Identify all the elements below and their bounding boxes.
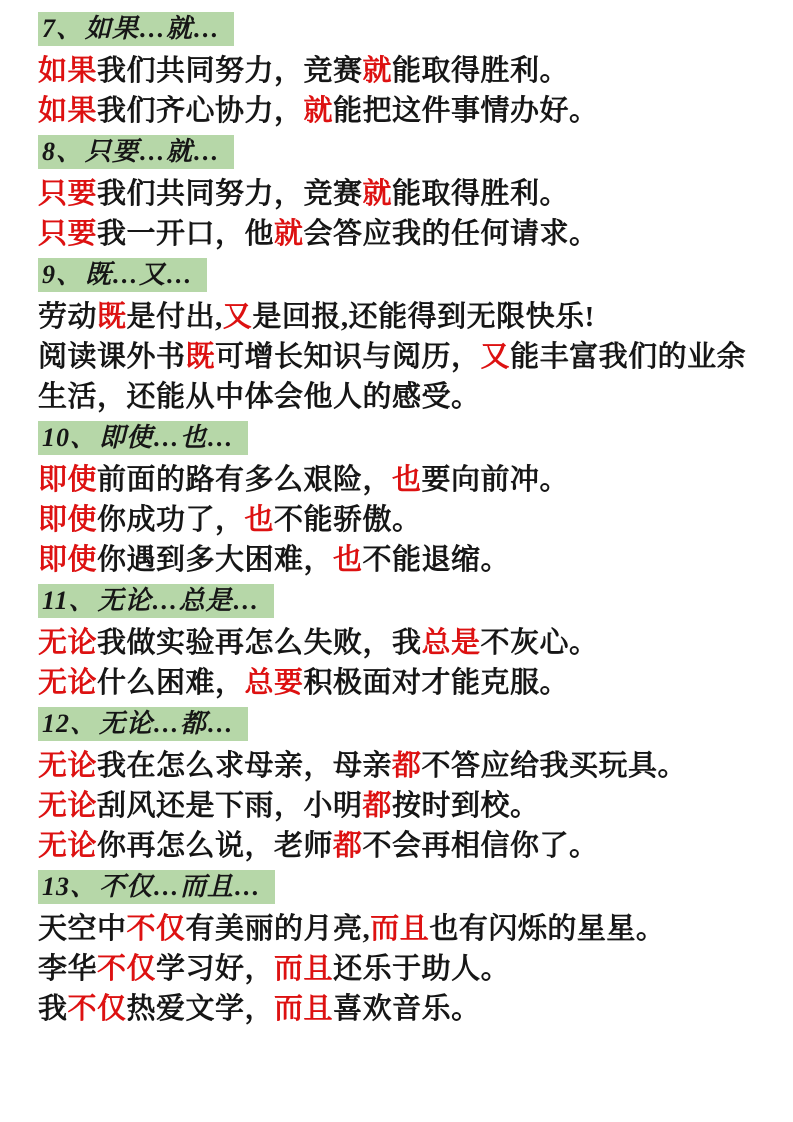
section-number: 12、: [42, 709, 98, 738]
sentence-text: 我们共同努力，竞赛: [97, 178, 363, 210]
conjunction-highlight: 无论: [38, 667, 98, 699]
section-header: [38, 707, 248, 741]
conjunction-highlight: 即使: [38, 464, 98, 496]
section-header: [38, 135, 234, 169]
section-header: [38, 870, 275, 904]
conjunction-highlight: 而且: [370, 913, 430, 945]
sentence-text: 热爱文学，: [126, 993, 275, 1025]
sentence-text: 也有闪烁的星星。: [429, 913, 666, 945]
example-sentence: [38, 989, 768, 1029]
sentence-text: 我: [38, 993, 68, 1025]
sentence-text: 劳动: [38, 301, 98, 333]
conjunction-highlight: 就: [362, 178, 393, 210]
sentence-text: 可增长知识与阅历，: [215, 341, 481, 373]
conjunction-highlight: 总是: [421, 627, 481, 659]
sentence-text: 我做实验再怎么失败，我: [97, 627, 422, 659]
section-title: 如果…就…: [85, 14, 221, 43]
conjunction-section: [38, 135, 768, 254]
conjunction-highlight: 如果: [38, 95, 98, 127]
conjunction-highlight: 无论: [38, 627, 98, 659]
sentence-text: 还乐于助人。: [333, 953, 511, 985]
conjunction-highlight: 都: [362, 790, 393, 822]
sentence-text: 能取得胜利。: [392, 55, 570, 87]
section-title: 只要…就…: [85, 137, 221, 166]
sentence-text: 不灰心。: [480, 627, 599, 659]
sentence-text: 不能退缩。: [362, 544, 511, 576]
conjunction-highlight: 即使: [38, 544, 98, 576]
sentence-text: 不会再相信你了。: [362, 830, 599, 862]
section-title: 不仅…而且…: [99, 872, 262, 901]
section-number: 10、: [42, 423, 98, 452]
sentence-text: 有美丽的月亮,: [185, 913, 371, 945]
conjunction-highlight: 就: [362, 55, 393, 87]
conjunction-section: [38, 12, 768, 131]
section-number: 8、: [42, 137, 84, 166]
example-sentence: [38, 91, 768, 131]
section-title: 既…又…: [85, 260, 194, 289]
example-sentence: [38, 746, 768, 786]
sentence-text: 你成功了，: [97, 504, 245, 536]
section-number: 7、: [42, 14, 84, 43]
conjunction-highlight: 就: [303, 95, 334, 127]
sections-container: [38, 12, 768, 1029]
sentence-text: 我在怎么求母亲，母亲: [97, 750, 393, 782]
sentence-text: 要向前冲。: [421, 464, 570, 496]
conjunction-highlight: 都: [333, 830, 363, 862]
sentence-text: 会答应我的任何请求。: [303, 218, 599, 250]
example-sentence: [38, 540, 768, 580]
example-sentence: [38, 174, 768, 214]
example-sentence: [38, 786, 768, 826]
sentence-text: 不能骄傲。: [274, 504, 422, 536]
section-number: 9、: [42, 260, 84, 289]
sentence-text: 按时到校。: [392, 790, 540, 822]
conjunction-highlight: 又: [222, 301, 253, 333]
conjunction-highlight: 只要: [38, 218, 98, 250]
conjunction-highlight: 也: [244, 504, 275, 536]
conjunction-section: [38, 707, 768, 866]
example-sentence: [38, 826, 768, 866]
sentence-text: 前面的路有多么艰险，: [97, 464, 393, 496]
sentence-text: 学习好，: [156, 953, 275, 985]
conjunction-highlight: 如果: [38, 55, 98, 87]
conjunction-highlight: 而且: [274, 953, 334, 985]
conjunction-highlight: 无论: [38, 790, 98, 822]
conjunction-highlight: 总要: [244, 667, 304, 699]
conjunction-highlight: 既: [185, 341, 216, 373]
sentence-text: 能丰富我们的业余生活，还能从中体会他人的感受。: [38, 341, 747, 413]
conjunction-highlight: 不仅: [97, 953, 157, 985]
sentence-text: 不答应给我买玩具。: [421, 750, 688, 782]
example-sentence: [38, 663, 768, 703]
conjunction-highlight: 既: [97, 301, 127, 333]
section-number: 13、: [42, 872, 98, 901]
example-sentence: [38, 337, 768, 417]
example-sentence: [38, 909, 768, 949]
sentence-text: 能把这件事情办好。: [333, 95, 599, 127]
conjunction-highlight: 也: [392, 464, 422, 496]
conjunction-highlight: 只要: [38, 178, 98, 210]
conjunction-highlight: 不仅: [126, 913, 186, 945]
conjunction-highlight: 又: [480, 341, 511, 373]
sentence-text: 我们共同努力，竞赛: [97, 55, 363, 87]
sentence-text: 李华: [38, 953, 98, 985]
conjunction-highlight: 而且: [274, 993, 334, 1025]
conjunction-highlight: 不仅: [67, 993, 127, 1025]
sentence-text: 刮风还是下雨，小明: [97, 790, 363, 822]
sentence-text: 阅读课外书: [38, 341, 186, 373]
section-header: [38, 12, 234, 46]
section-header: [38, 584, 274, 618]
section-header: [38, 421, 248, 455]
section-title: 即使…也…: [99, 423, 235, 452]
example-sentence: [38, 297, 768, 337]
section-number: 11、: [42, 586, 96, 615]
conjunction-highlight: 即使: [38, 504, 98, 536]
conjunction-highlight: 无论: [38, 750, 98, 782]
sentence-text: 是付出,: [126, 301, 223, 333]
sentence-text: 你遇到多大困难，: [97, 544, 334, 576]
example-sentence: [38, 500, 768, 540]
conjunction-section: [38, 870, 768, 1029]
conjunction-section: [38, 421, 768, 580]
conjunction-highlight: 也: [333, 544, 363, 576]
conjunction-highlight: 都: [392, 750, 422, 782]
sentence-text: 你再怎么说，老师: [97, 830, 334, 862]
sentence-text: 我们齐心协力，: [97, 95, 304, 127]
example-sentence: [38, 214, 768, 254]
example-sentence: [38, 460, 768, 500]
conjunction-highlight: 就: [274, 218, 304, 250]
sentence-text: 能取得胜利。: [392, 178, 570, 210]
section-title: 无论…都…: [99, 709, 235, 738]
sentence-text: 我一开口，他: [97, 218, 275, 250]
conjunction-section: [38, 584, 768, 703]
example-sentence: [38, 623, 768, 663]
conjunction-highlight: 无论: [38, 830, 98, 862]
sentence-text: 是回报,还能得到无限快乐!: [252, 301, 595, 333]
sentence-text: 喜欢音乐。: [333, 993, 481, 1025]
sentence-text: 什么困难，: [97, 667, 245, 699]
example-sentence: [38, 949, 768, 989]
conjunction-section: [38, 258, 768, 417]
sentence-text: 天空中: [38, 913, 127, 945]
section-header: [38, 258, 207, 292]
example-sentence: [38, 51, 768, 91]
section-title: 无论…总是…: [97, 586, 260, 615]
sentence-text: 积极面对才能克服。: [303, 667, 570, 699]
